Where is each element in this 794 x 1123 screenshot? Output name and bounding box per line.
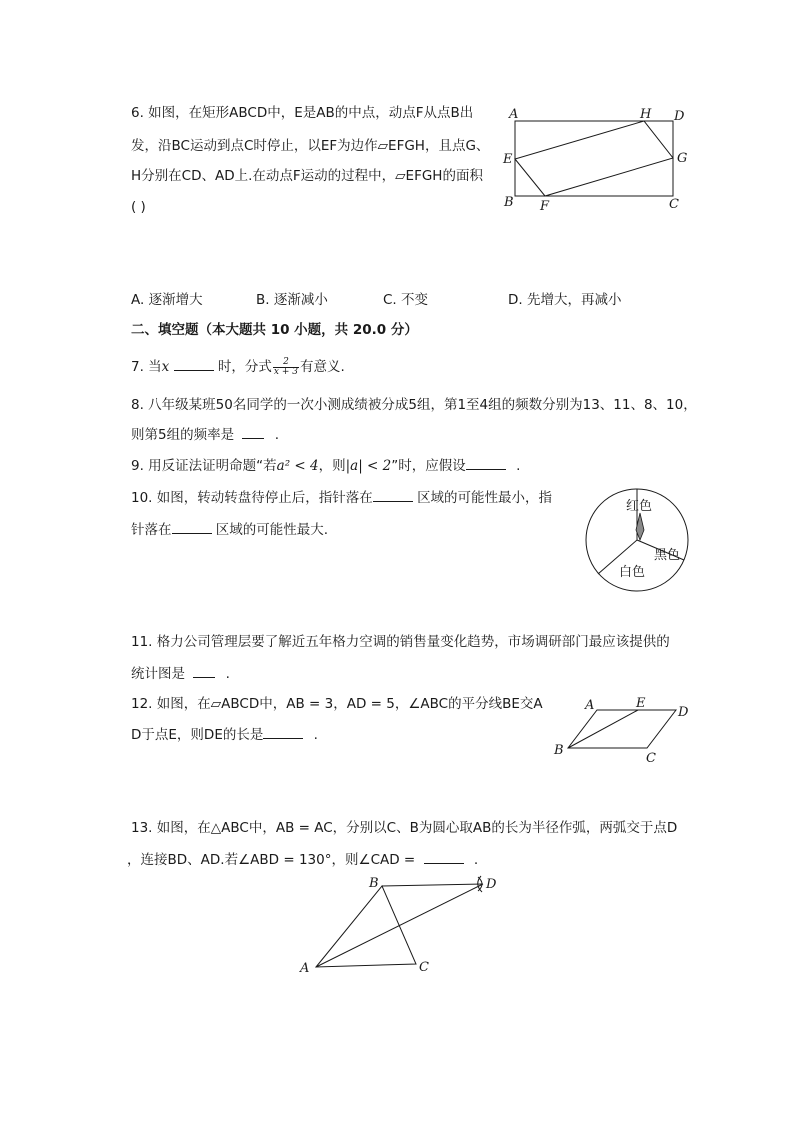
q6-label-G: G (677, 151, 688, 166)
q6-option-b: B. 逐渐减小 (256, 292, 328, 308)
q7-denominator: x + 3 (273, 366, 298, 377)
q12-end: . (313, 727, 318, 743)
q13-label-D: D (486, 877, 497, 892)
q11-line2-text: 统计图是 (131, 666, 185, 682)
q9-pre: 9. 用反证法证明命题“若 (131, 458, 277, 474)
q6-option-a: A. 逐渐增大 (131, 292, 203, 308)
q6-label-C: C (669, 197, 679, 212)
q6-line3: H分别在CD、AD上.在动点F运动的过程中，▱EFGH的面积 (131, 168, 483, 184)
q12-label-E: E (636, 696, 646, 711)
q6-option-c: C. 不变 (383, 292, 429, 308)
q11-line1: 11. 格力公司管理层要了解近五年格力空调的销售量变化趋势，市场调研部门最应该提供的 (131, 634, 670, 650)
q13-triangle-figure (296, 874, 506, 974)
q6-label-E: E (503, 152, 513, 167)
q9-line (131, 456, 520, 475)
q7-var: x (161, 359, 170, 375)
q10-spinner-figure (585, 488, 695, 598)
q12-label-B: B (554, 743, 564, 758)
q8-line1: 8. 八年级某班50名同学的一次小测成绩被分成5组，第1至4组的频数分别为13、11、8、10， (131, 397, 697, 413)
q10-sector-black: 黑色 (654, 548, 681, 563)
q13-label-C: C (419, 960, 429, 975)
q10-sector-white: 白色 (619, 565, 646, 580)
q13-line2 (127, 850, 478, 869)
q7-post: 有意义. (299, 359, 345, 375)
q8-blank[interactable] (242, 425, 264, 439)
q6-label-D: D (674, 109, 685, 124)
q10-line1 (131, 488, 552, 507)
q12-parallelogram-figure (550, 695, 700, 770)
q10-line1b: 区域的可能性最小，指 (417, 490, 553, 506)
q6-rectangle-figure (500, 105, 700, 215)
q7-fraction (273, 358, 299, 377)
q10-blank2[interactable] (172, 520, 212, 534)
q10-line2b: 区域的可能性最大. (215, 522, 329, 538)
q8-end: . (274, 427, 279, 443)
q13-line1: 13. 如图，在△ABC中，AB = AC，分别以C、B为圆心取AB的长为半径作弧，两弧交于点D (131, 820, 678, 836)
q12-blank[interactable] (263, 725, 303, 739)
q12-label-A: A (585, 698, 595, 713)
q6-option-d: D. 先增大，再减小 (508, 292, 622, 308)
q6-label-A: A (509, 107, 519, 122)
q6-line1: 6. 如图，在矩形ABCD中，E是AB的中点，动点F从点B出 (131, 105, 474, 121)
q10-blank1[interactable] (373, 488, 413, 502)
section-heading-fill-in: 二、填空题（本大题共 10 小题，共 20.0 分） (131, 322, 418, 338)
q10-sector-red: 红色 (626, 499, 653, 514)
q12-line2-text: D于点E，则DE的长是 (131, 727, 264, 743)
q10-line1a: 10. 如图，转动转盘待停止后，指针落在 (131, 490, 373, 506)
q13-end: . (473, 852, 479, 868)
q7-mid: 时，分式 (217, 359, 272, 375)
q12-line1: 12. 如图，在▱ABCD中，AB = 3，AD = 5，∠ABC的平分线BE交A (131, 696, 543, 712)
q8-line2-text: 则第5组的频率是 (131, 427, 235, 443)
q13-line2-text: ，连接BD、AD.若∠ABD = 130°，则∠CAD = (127, 852, 416, 868)
q7-pre: 7. 当 (131, 359, 162, 375)
q6-label-F: F (540, 199, 550, 214)
q11-line2 (131, 664, 230, 683)
q12-line2 (131, 725, 318, 744)
q6-label-B: B (504, 195, 514, 210)
q12-label-C: C (646, 751, 656, 766)
q7-line (131, 357, 345, 377)
q10-line2a: 针落在 (131, 522, 172, 538)
q6-line2: 发，沿BC运动到点C时停止，以EF为边作▱EFGH，且点G、 (131, 138, 490, 154)
q8-line2 (131, 425, 279, 444)
q9-mid: ，则 (318, 458, 346, 474)
q9-blank[interactable] (466, 456, 506, 470)
q11-end: . (225, 666, 230, 682)
q6-label-H: H (640, 107, 652, 122)
q13-blank[interactable] (424, 850, 464, 864)
q7-blank[interactable] (174, 357, 214, 371)
q11-blank[interactable] (193, 664, 215, 678)
q13-label-B: B (369, 876, 379, 891)
q10-line2 (131, 520, 328, 539)
q13-label-A: A (300, 961, 310, 976)
q9-cond1: a² < 4 (276, 458, 319, 474)
q9-post: ”时，应假设 (391, 458, 466, 474)
q9-end: . (516, 458, 521, 474)
q9-cond2: |a| < 2 (345, 458, 392, 474)
q6-answer-bracket: ( ) (131, 199, 146, 215)
q7-numerator: 2 (273, 358, 299, 368)
q12-label-D: D (678, 705, 689, 720)
